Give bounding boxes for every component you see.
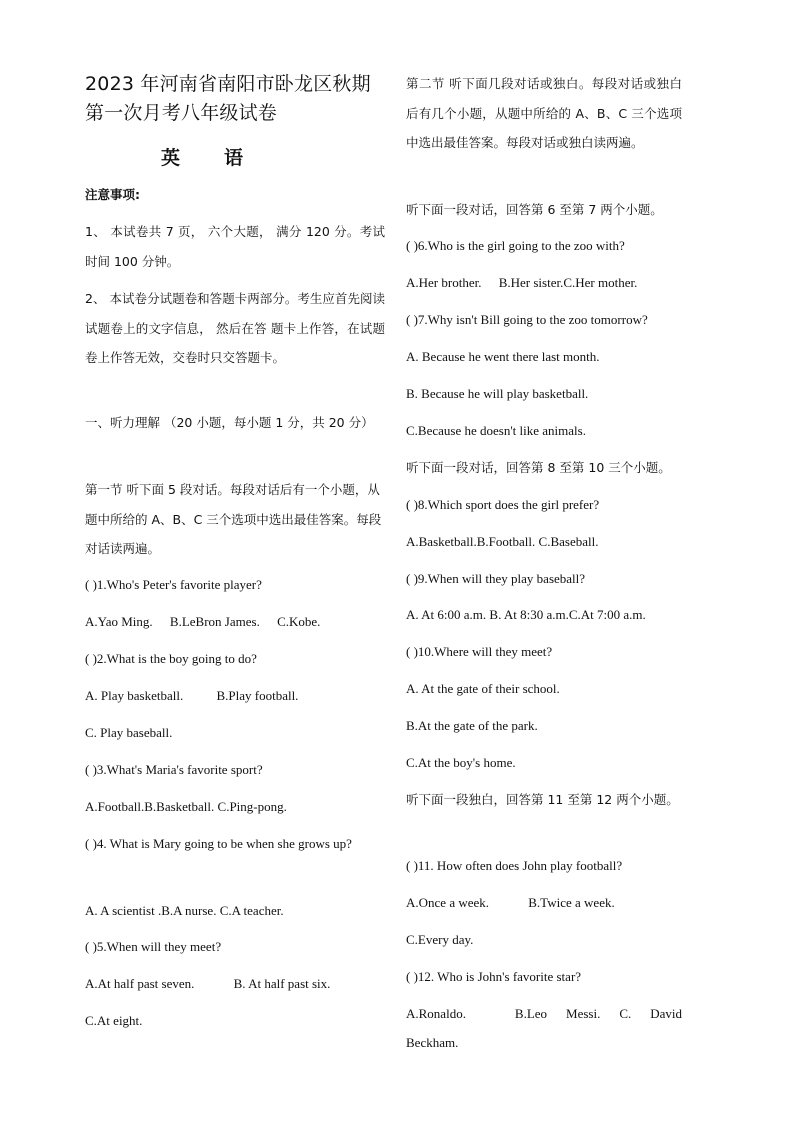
question-10-option-c: C.At the boy's home. <box>406 755 516 770</box>
question-9-options: A. At 6:00 a.m. B. At 8:30 a.m.C.At 7:00 a.m. <box>406 607 646 622</box>
question-11: ( )11. How often does John play football? <box>406 858 623 873</box>
option-b: B.Her sister.C.Her mother. <box>498 275 638 290</box>
question-6-options <box>406 268 682 298</box>
question-9: ( )9.When will they play baseball? <box>406 571 586 586</box>
question-7: ( )7.Why isn't Bill going to the zoo tomorrow? <box>406 312 648 327</box>
question-7-option-b: B. Because he will play basketball. <box>406 386 589 401</box>
question-5-option-c: C.At eight. <box>85 1013 143 1028</box>
question-10-option-b: B.At the gate of the park. <box>406 718 538 733</box>
question-11-options <box>406 888 682 918</box>
question-8: ( )8.Which sport does the girl prefer? <box>406 497 600 512</box>
option-a: A.At half past seven. <box>85 976 195 991</box>
question-4-options: A. A scientist .B.A nurse. C.A teacher. <box>85 903 284 918</box>
subject-title: 英语 <box>161 147 288 169</box>
option-a: A.Her brother. <box>406 275 482 290</box>
question-12-option-c-cont: Beckham. <box>406 1035 459 1050</box>
option-b: B.Play football. <box>216 688 299 703</box>
question-12-options <box>406 999 682 1029</box>
dialog1-intro: 听下面一段对话，回答第 6 至第 7 两个小题。 <box>406 202 663 217</box>
option-c-first: David <box>650 1006 682 1021</box>
option-a: A.Once a week. <box>406 895 490 910</box>
option-b: B.LeBron James. <box>169 614 260 629</box>
question-6: ( )6.Who is the girl going to the zoo with? <box>406 238 625 253</box>
question-7-option-c: C.Because he doesn't like animals. <box>406 423 586 438</box>
question-1: ( )1.Who's Peter's favorite player? <box>85 577 262 592</box>
question-10: ( )10.Where will they meet? <box>406 644 553 659</box>
notice-2: 2、 本试卷分试题卷和答题卡两部分。考生应首先阅读试题卷上的文字信息， 然后在答 题卡上作答，在试题卷上作答无效，交卷时只交答题卡。 <box>85 291 385 365</box>
question-5-options <box>85 969 385 999</box>
section1-heading: 第一节 听下面 5 段对话。每段对话后有一个小题，从题中所给的 A、B、C 三个选项中选出最佳答案。每段对话读两遍。 <box>85 482 382 556</box>
question-8-options: A.Basketball.B.Football. C.Baseball. <box>406 534 599 549</box>
option-a: A. Play basketball. <box>85 688 184 703</box>
option-c-label: C. <box>619 1006 632 1021</box>
question-3: ( )3.What's Maria's favorite sport? <box>85 762 263 777</box>
question-7-option-a: A. Because he went there last month. <box>406 349 600 364</box>
option-a: A.Yao Ming. <box>85 614 153 629</box>
question-1-options <box>85 607 385 637</box>
monologue-intro: 听下面一段独白，回答第 11 至第 12 两个小题。 <box>406 792 679 807</box>
option-b: B.Twice a week. <box>528 895 615 910</box>
question-2-option-c: C. Play baseball. <box>85 725 173 740</box>
question-11-option-c: C.Every day. <box>406 932 474 947</box>
notice-1: 1、 本试卷共 7 页， 六个大题， 满分 120 分。考试时间 100 分钟。 <box>85 224 385 269</box>
question-5: ( )5.When will they meet? <box>85 939 222 954</box>
dialog2-intro: 听下面一段对话，回答第 8 至第 10 三个小题。 <box>406 460 671 475</box>
exam-title: 2023 年河南省南阳市卧龙区秋期第一次月考八年级试卷 <box>85 73 371 124</box>
option-b-first: B.Leo <box>514 1006 548 1021</box>
section2-heading: 第二节 听下面几段对话或独白。每段对话或独白后有几个小题，从题中所给的 A、B、C 三个选项中选出最佳答案。每段对话或独白读两遍。 <box>406 76 682 150</box>
question-2-options <box>85 681 385 711</box>
option-b: B. At half past six. <box>233 976 331 991</box>
question-10-option-a: A. At the gate of their school. <box>406 681 560 696</box>
question-3-options: A.Football.B.Basketball. C.Ping-pong. <box>85 799 287 814</box>
part1-heading: 一、听力理解 （20 小题，每小题 1 分，共 20 分） <box>85 415 374 430</box>
option-b-second: Messi. <box>566 1006 601 1021</box>
question-12: ( )12. Who is John's favorite star? <box>406 969 582 984</box>
option-a: A.Ronaldo. <box>406 1006 466 1021</box>
question-4: ( )4. What is Mary going to be when she grows up? <box>85 836 352 851</box>
notice-heading: 注意事项: <box>85 187 140 202</box>
question-2: ( )2.What is the boy going to do? <box>85 651 257 666</box>
option-c: C.Kobe. <box>277 614 321 629</box>
